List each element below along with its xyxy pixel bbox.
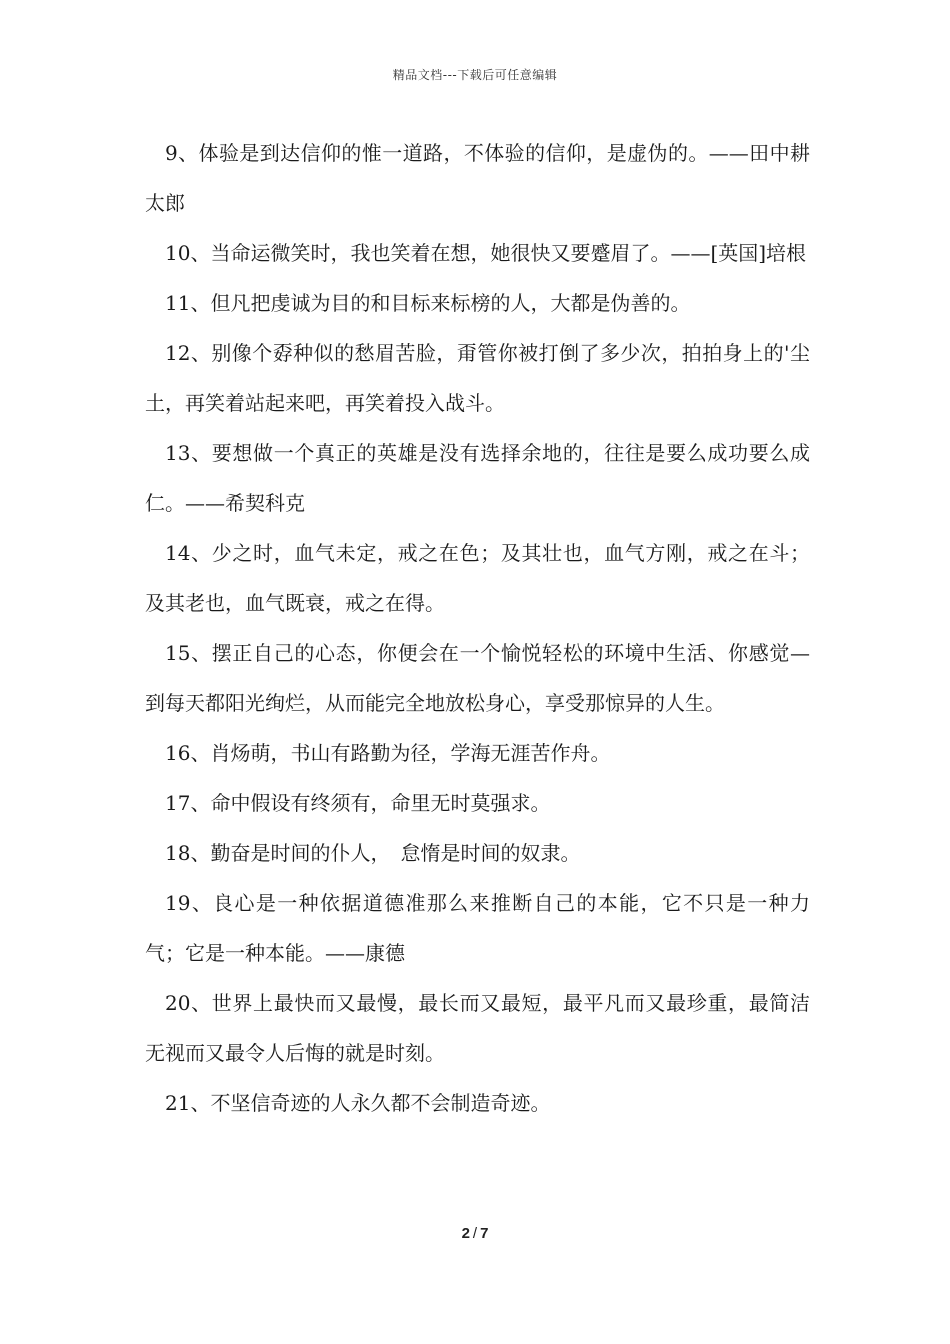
document-body <box>145 128 810 1128</box>
quote-paragraph-14: 14、少之时，血气未定，戒之在色；及其壮也，血气方刚，戒之在斗；及其老也，血气既衰，戒之在得。 <box>145 541 810 615</box>
page-header: 精品文档---下载后可任意编辑 <box>392 68 558 82</box>
quote-paragraph-18: 18、勤奋是时间的仆人， 怠惰是时间的奴隶。 <box>165 841 581 865</box>
current-page-number: 2 <box>461 1225 470 1242</box>
quote-paragraph-10: 10、当命运微笑时，我也笑着在想，她很快又要蹙眉了。——[英国]培根 <box>165 241 807 265</box>
page-number <box>0 1225 950 1242</box>
quote-paragraph-13: 13、要想做一个真正的英雄是没有选择余地的，往往是要么成功要么成仁。——希契科克 <box>145 441 810 515</box>
quote-paragraph-11: 11、但凡把虔诚为目的和目标来标榜的人，大都是伪善的。 <box>165 291 691 315</box>
quote-paragraph-21: 21、不坚信奇迹的人永久都不会制造奇迹。 <box>165 1091 551 1115</box>
page-separator: / <box>472 1225 478 1242</box>
total-pages-number: 7 <box>480 1225 489 1242</box>
quote-paragraph-15: 15、摆正自己的心态，你便会在一个愉悦轻松的环境中生活、你感觉—到每天都阳光绚烂，从而能完全地放松身心，享受那惊异的人生。 <box>145 641 810 715</box>
quote-paragraph-16: 16、肖炀萌，书山有路勤为径，学海无涯苦作舟。 <box>165 741 611 765</box>
quote-paragraph-19: 19、良心是一种依据道德准那么来推断自己的本能，它不只是一种力气；它是一种本能。——康德 <box>145 891 810 965</box>
quote-paragraph-12: 12、别像个孬种似的愁眉苦脸，甭管你被打倒了多少次，拍拍身上的'尘土，再笑着站起来吧，再笑着投入战斗。 <box>145 341 810 415</box>
quote-paragraph-20: 20、世界上最快而又最慢，最长而又最短，最平凡而又最珍重，最简洁无视而又最令人后悔的就是时刻。 <box>145 991 810 1065</box>
quote-paragraph-9: 9、体验是到达信仰的惟一道路，不体验的信仰，是虚伪的。——田中耕太郎 <box>145 141 810 215</box>
quote-paragraph-17: 17、命中假设有终须有，命里无时莫强求。 <box>165 791 551 815</box>
